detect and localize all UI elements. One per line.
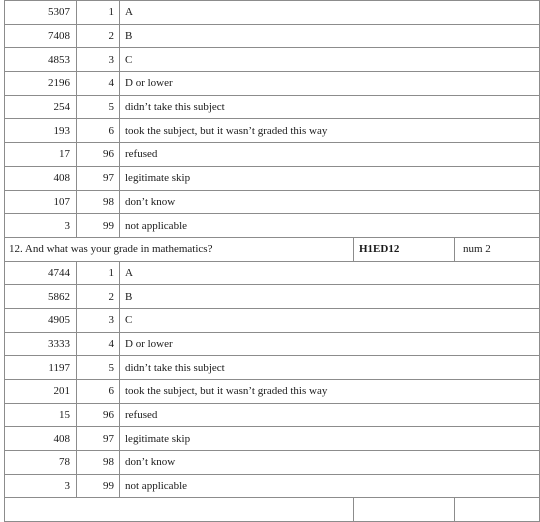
label-cell: don’t know xyxy=(120,451,540,475)
code-cell: 99 xyxy=(77,474,120,498)
code-cell: 3 xyxy=(77,308,120,332)
table-row xyxy=(5,332,540,356)
table-row xyxy=(5,119,540,143)
frequency-cell: 15 xyxy=(5,403,77,427)
table-row xyxy=(5,403,540,427)
label-cell: didn’t take this subject xyxy=(120,95,540,119)
codebook-table xyxy=(4,0,540,522)
code-cell: 97 xyxy=(77,166,120,190)
frequency-cell: 4905 xyxy=(5,308,77,332)
code-cell: 98 xyxy=(77,190,120,214)
frequency-cell: 201 xyxy=(5,380,77,404)
code-cell: 6 xyxy=(77,119,120,143)
frequency-cell: 2196 xyxy=(5,72,77,96)
table-row xyxy=(5,261,540,285)
code-cell: 5 xyxy=(77,356,120,380)
code-cell: 1 xyxy=(77,1,120,25)
label-cell: B xyxy=(120,285,540,309)
next-question-header-row xyxy=(5,498,540,522)
question-text: 12. And what was your grade in mathematics? xyxy=(5,237,354,261)
code-cell: 96 xyxy=(77,143,120,167)
label-cell: D or lower xyxy=(120,72,540,96)
frequency-cell: 1197 xyxy=(5,356,77,380)
table-row xyxy=(5,214,540,238)
frequency-cell: 107 xyxy=(5,190,77,214)
label-cell: not applicable xyxy=(120,474,540,498)
frequency-cell: 254 xyxy=(5,95,77,119)
frequency-cell: 17 xyxy=(5,143,77,167)
empty-cell xyxy=(354,498,455,522)
code-cell: 98 xyxy=(77,451,120,475)
label-cell: A xyxy=(120,261,540,285)
table-row xyxy=(5,308,540,332)
frequency-cell: 3 xyxy=(5,474,77,498)
label-cell: legitimate skip xyxy=(120,427,540,451)
label-cell: refused xyxy=(120,403,540,427)
label-cell: C xyxy=(120,308,540,332)
table-row xyxy=(5,474,540,498)
frequency-cell: 408 xyxy=(5,427,77,451)
table-row xyxy=(5,166,540,190)
table-row xyxy=(5,1,540,25)
label-cell: don’t know xyxy=(120,190,540,214)
label-cell: took the subject, but it wasn’t graded this way xyxy=(120,380,540,404)
label-cell: B xyxy=(120,24,540,48)
code-cell: 97 xyxy=(77,427,120,451)
label-cell: didn’t take this subject xyxy=(120,356,540,380)
code-cell: 3 xyxy=(77,48,120,72)
frequency-cell: 7408 xyxy=(5,24,77,48)
frequency-cell: 193 xyxy=(5,119,77,143)
frequency-cell: 5307 xyxy=(5,1,77,25)
code-cell: 6 xyxy=(77,380,120,404)
label-cell: A xyxy=(120,1,540,25)
label-cell: legitimate skip xyxy=(120,166,540,190)
question-header-row xyxy=(5,237,540,261)
label-cell: took the subject, but it wasn’t graded this way xyxy=(120,119,540,143)
table-row xyxy=(5,451,540,475)
table-row xyxy=(5,427,540,451)
frequency-cell: 408 xyxy=(5,166,77,190)
frequency-cell: 4853 xyxy=(5,48,77,72)
empty-cell xyxy=(455,498,540,522)
code-cell: 2 xyxy=(77,285,120,309)
code-cell: 2 xyxy=(77,24,120,48)
code-cell: 4 xyxy=(77,332,120,356)
frequency-cell: 4744 xyxy=(5,261,77,285)
label-cell: refused xyxy=(120,143,540,167)
table-row xyxy=(5,285,540,309)
table-row xyxy=(5,48,540,72)
code-cell: 4 xyxy=(77,72,120,96)
table-row xyxy=(5,72,540,96)
label-cell: not applicable xyxy=(120,214,540,238)
table-row xyxy=(5,380,540,404)
frequency-cell: 3 xyxy=(5,214,77,238)
empty-cell xyxy=(5,498,354,522)
table-row xyxy=(5,95,540,119)
code-cell: 96 xyxy=(77,403,120,427)
table-row xyxy=(5,356,540,380)
frequency-cell: 78 xyxy=(5,451,77,475)
code-cell: 99 xyxy=(77,214,120,238)
table-row xyxy=(5,143,540,167)
frequency-cell: 5862 xyxy=(5,285,77,309)
code-cell: 5 xyxy=(77,95,120,119)
table-row xyxy=(5,190,540,214)
label-cell: C xyxy=(120,48,540,72)
variable-type: num 2 xyxy=(455,237,540,261)
frequency-cell: 3333 xyxy=(5,332,77,356)
variable-name: H1ED12 xyxy=(354,237,455,261)
table-row xyxy=(5,24,540,48)
code-cell: 1 xyxy=(77,261,120,285)
label-cell: D or lower xyxy=(120,332,540,356)
